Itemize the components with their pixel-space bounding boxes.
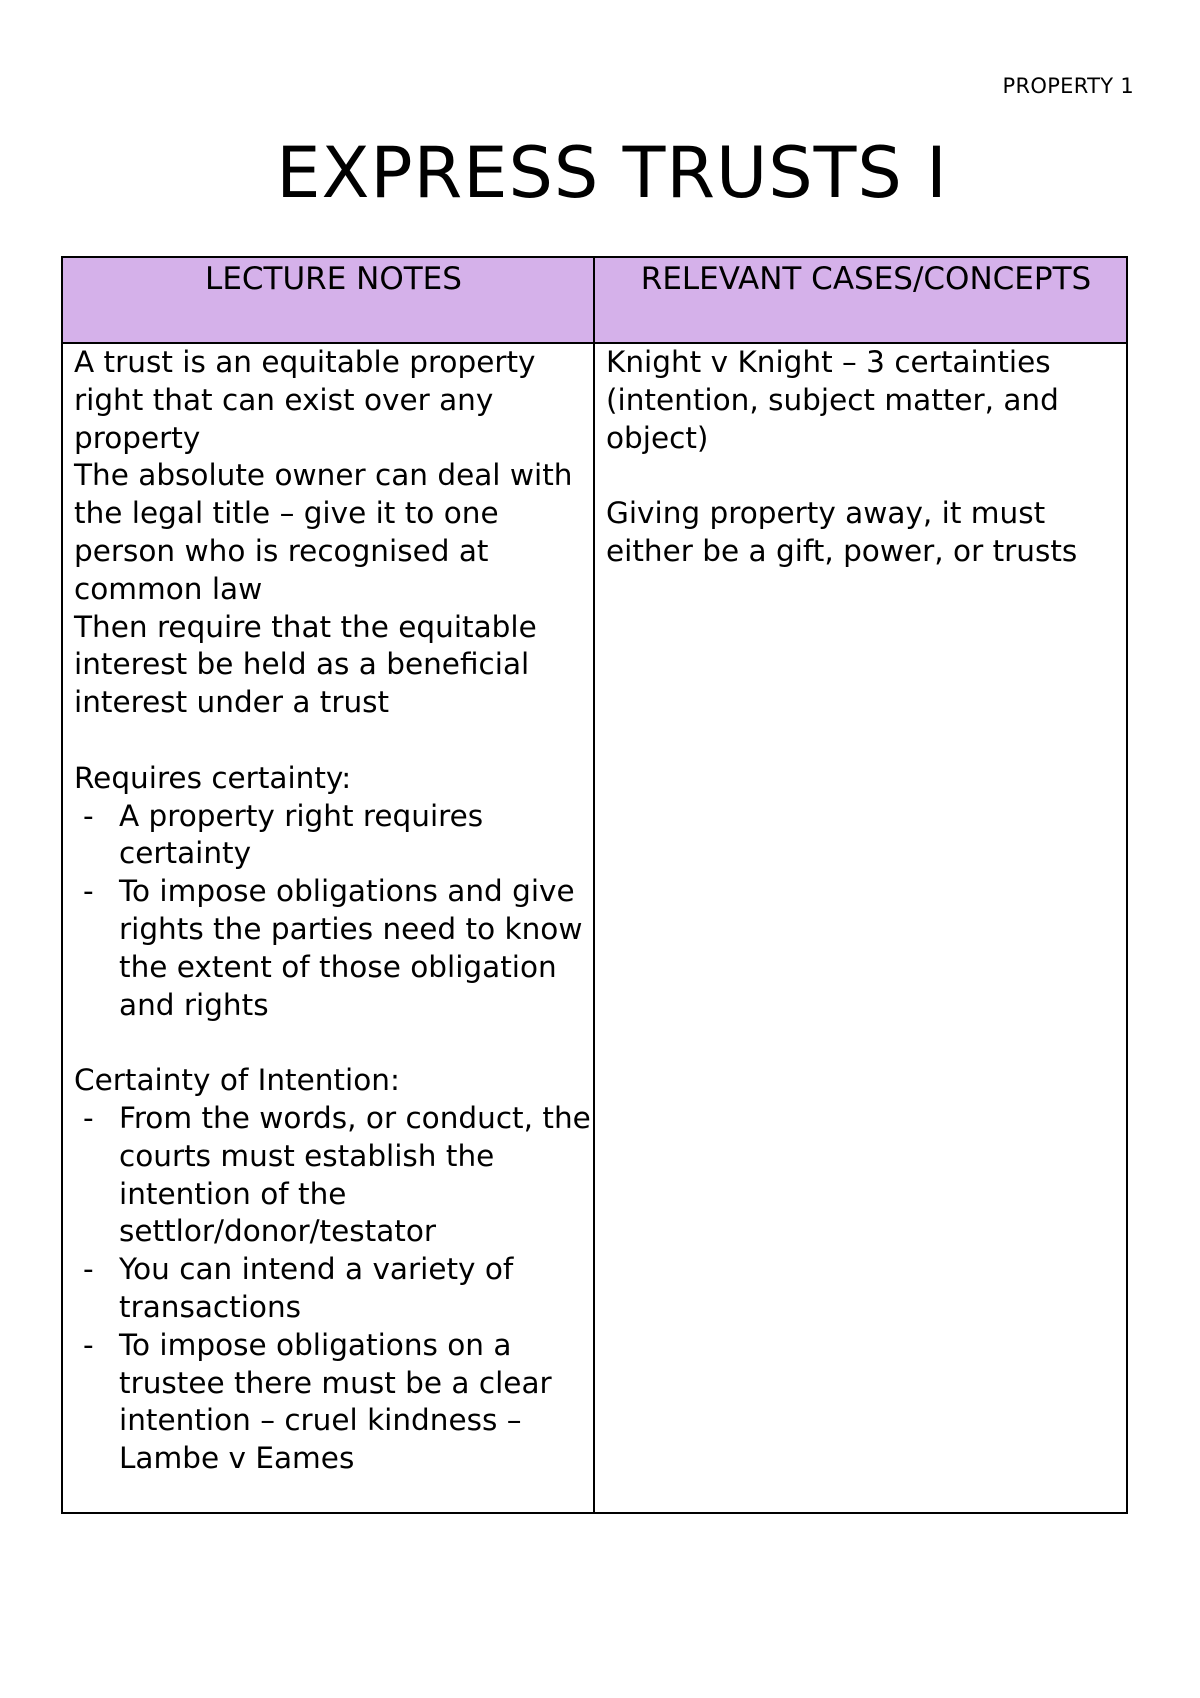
spacer	[74, 1024, 593, 1062]
spacer	[606, 457, 1126, 495]
table-row	[62, 343, 1127, 1513]
relevant-cases-cell	[594, 343, 1127, 1513]
intention-heading: Certainty of Intention:	[74, 1063, 400, 1098]
list-item: - To impose obligations on a trustee there must be a clear intention – cruel kindness – Lambe v Eames	[74, 1327, 593, 1478]
list-item: - From the words, or conduct, the courts must establish the intention of the settlor/donor/testator	[74, 1100, 593, 1251]
note-paragraph: The absolute owner can deal with the legal title – give it to one person who is recognised at common law	[74, 458, 573, 606]
page-header-label: PROPERTY 1	[1002, 74, 1134, 98]
column-header-lecture-notes: LECTURE NOTES	[62, 257, 594, 343]
list-item: - To impose obligations and give rights the parties need to know the extent of those obligation and rights	[74, 873, 593, 1024]
note-paragraph: A trust is an equitable property right that can exist over any property	[74, 345, 536, 455]
note-paragraph: Then require that the equitable interest be held as a beneficial interest under a trust	[74, 609, 537, 720]
case-note: Knight v Knight – 3 certainties (intention, subject matter, and object)	[606, 345, 1059, 455]
case-note: Giving property away, it must either be a gift, power, or trusts	[606, 496, 1078, 568]
lecture-notes-cell	[62, 343, 594, 1513]
column-header-relevant-cases: RELEVANT CASES/CONCEPTS	[594, 257, 1127, 343]
list-item: - You can intend a variety of transactions	[74, 1251, 593, 1327]
certainty-heading: Requires certainty:	[74, 760, 352, 795]
table-header-row	[62, 257, 1127, 343]
notes-table	[61, 256, 1128, 1514]
document-title: EXPRESS TRUSTS I	[276, 132, 948, 214]
certainty-list	[74, 798, 593, 1025]
intention-list	[74, 1100, 593, 1478]
list-item: - A property right requires certainty	[74, 798, 593, 874]
spacer	[74, 722, 593, 760]
